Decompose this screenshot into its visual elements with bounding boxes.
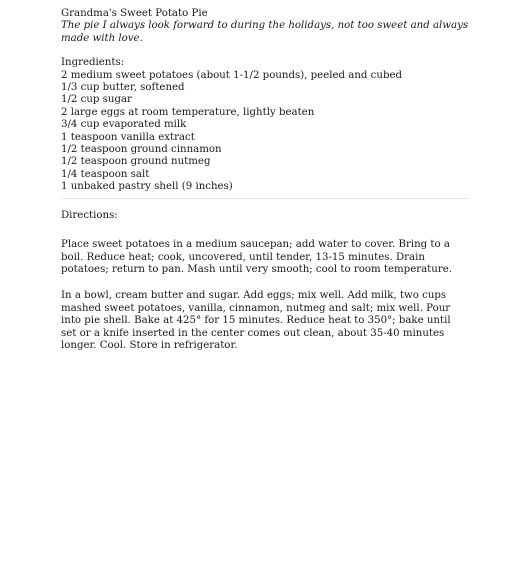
ingredient-item: 1 teaspoon vanilla extract xyxy=(61,131,195,143)
ingredients-heading: Ingredients: xyxy=(61,57,125,69)
ingredient-item: 3/4 cup evaporated milk xyxy=(61,119,187,131)
direction-step: In a bowl, cream butter and sugar. Add eggs; mix well. Add milk, two cups mashed sweet potatoes, vanilla, cinnamon, nutmeg and salt; mix well. Pour into pie shell. Bake at 425° for 15 minutes. Reduce heat to 350°; bake until set or a knife inserted in the center comes out clean, about 35-40 minutes longer. Cool. Store in refrigerator. xyxy=(61,290,451,351)
ingredient-item: 1/2 cup sugar xyxy=(61,94,132,106)
recipe-document xyxy=(61,8,471,352)
direction-step: Place sweet potatoes in a medium saucepan; add water to cover. Bring to a boil. Reduce heat; cook, uncovered, until tender, 13-15 minutes. Drain potatoes; return to pan. Mash until very smooth; cool to room temperature. xyxy=(61,239,452,275)
ingredient-item: 1/2 teaspoon ground nutmeg xyxy=(61,156,211,168)
directions-heading: Directions: xyxy=(61,209,118,221)
recipe-title: Grandma's Sweet Potato Pie xyxy=(61,8,208,19)
ingredient-item: 1/4 teaspoon salt xyxy=(61,168,150,180)
ingredient-item: 1 unbaked pastry shell (9 inches) xyxy=(61,181,233,193)
ingredient-item: 2 medium sweet potatoes (about 1-1/2 pounds), peeled and cubed xyxy=(61,69,403,81)
recipe-subtitle: The pie I always look forward to during the holidays, not too sweet and always made with love. xyxy=(61,20,469,44)
section-divider xyxy=(61,198,469,199)
ingredient-item: 1/3 cup butter, softened xyxy=(61,82,185,94)
ingredients-list xyxy=(61,70,471,194)
ingredient-item: 1/2 teaspoon ground cinnamon xyxy=(61,144,222,156)
ingredient-item: 2 large eggs at room temperature, lightly beaten xyxy=(61,106,315,118)
